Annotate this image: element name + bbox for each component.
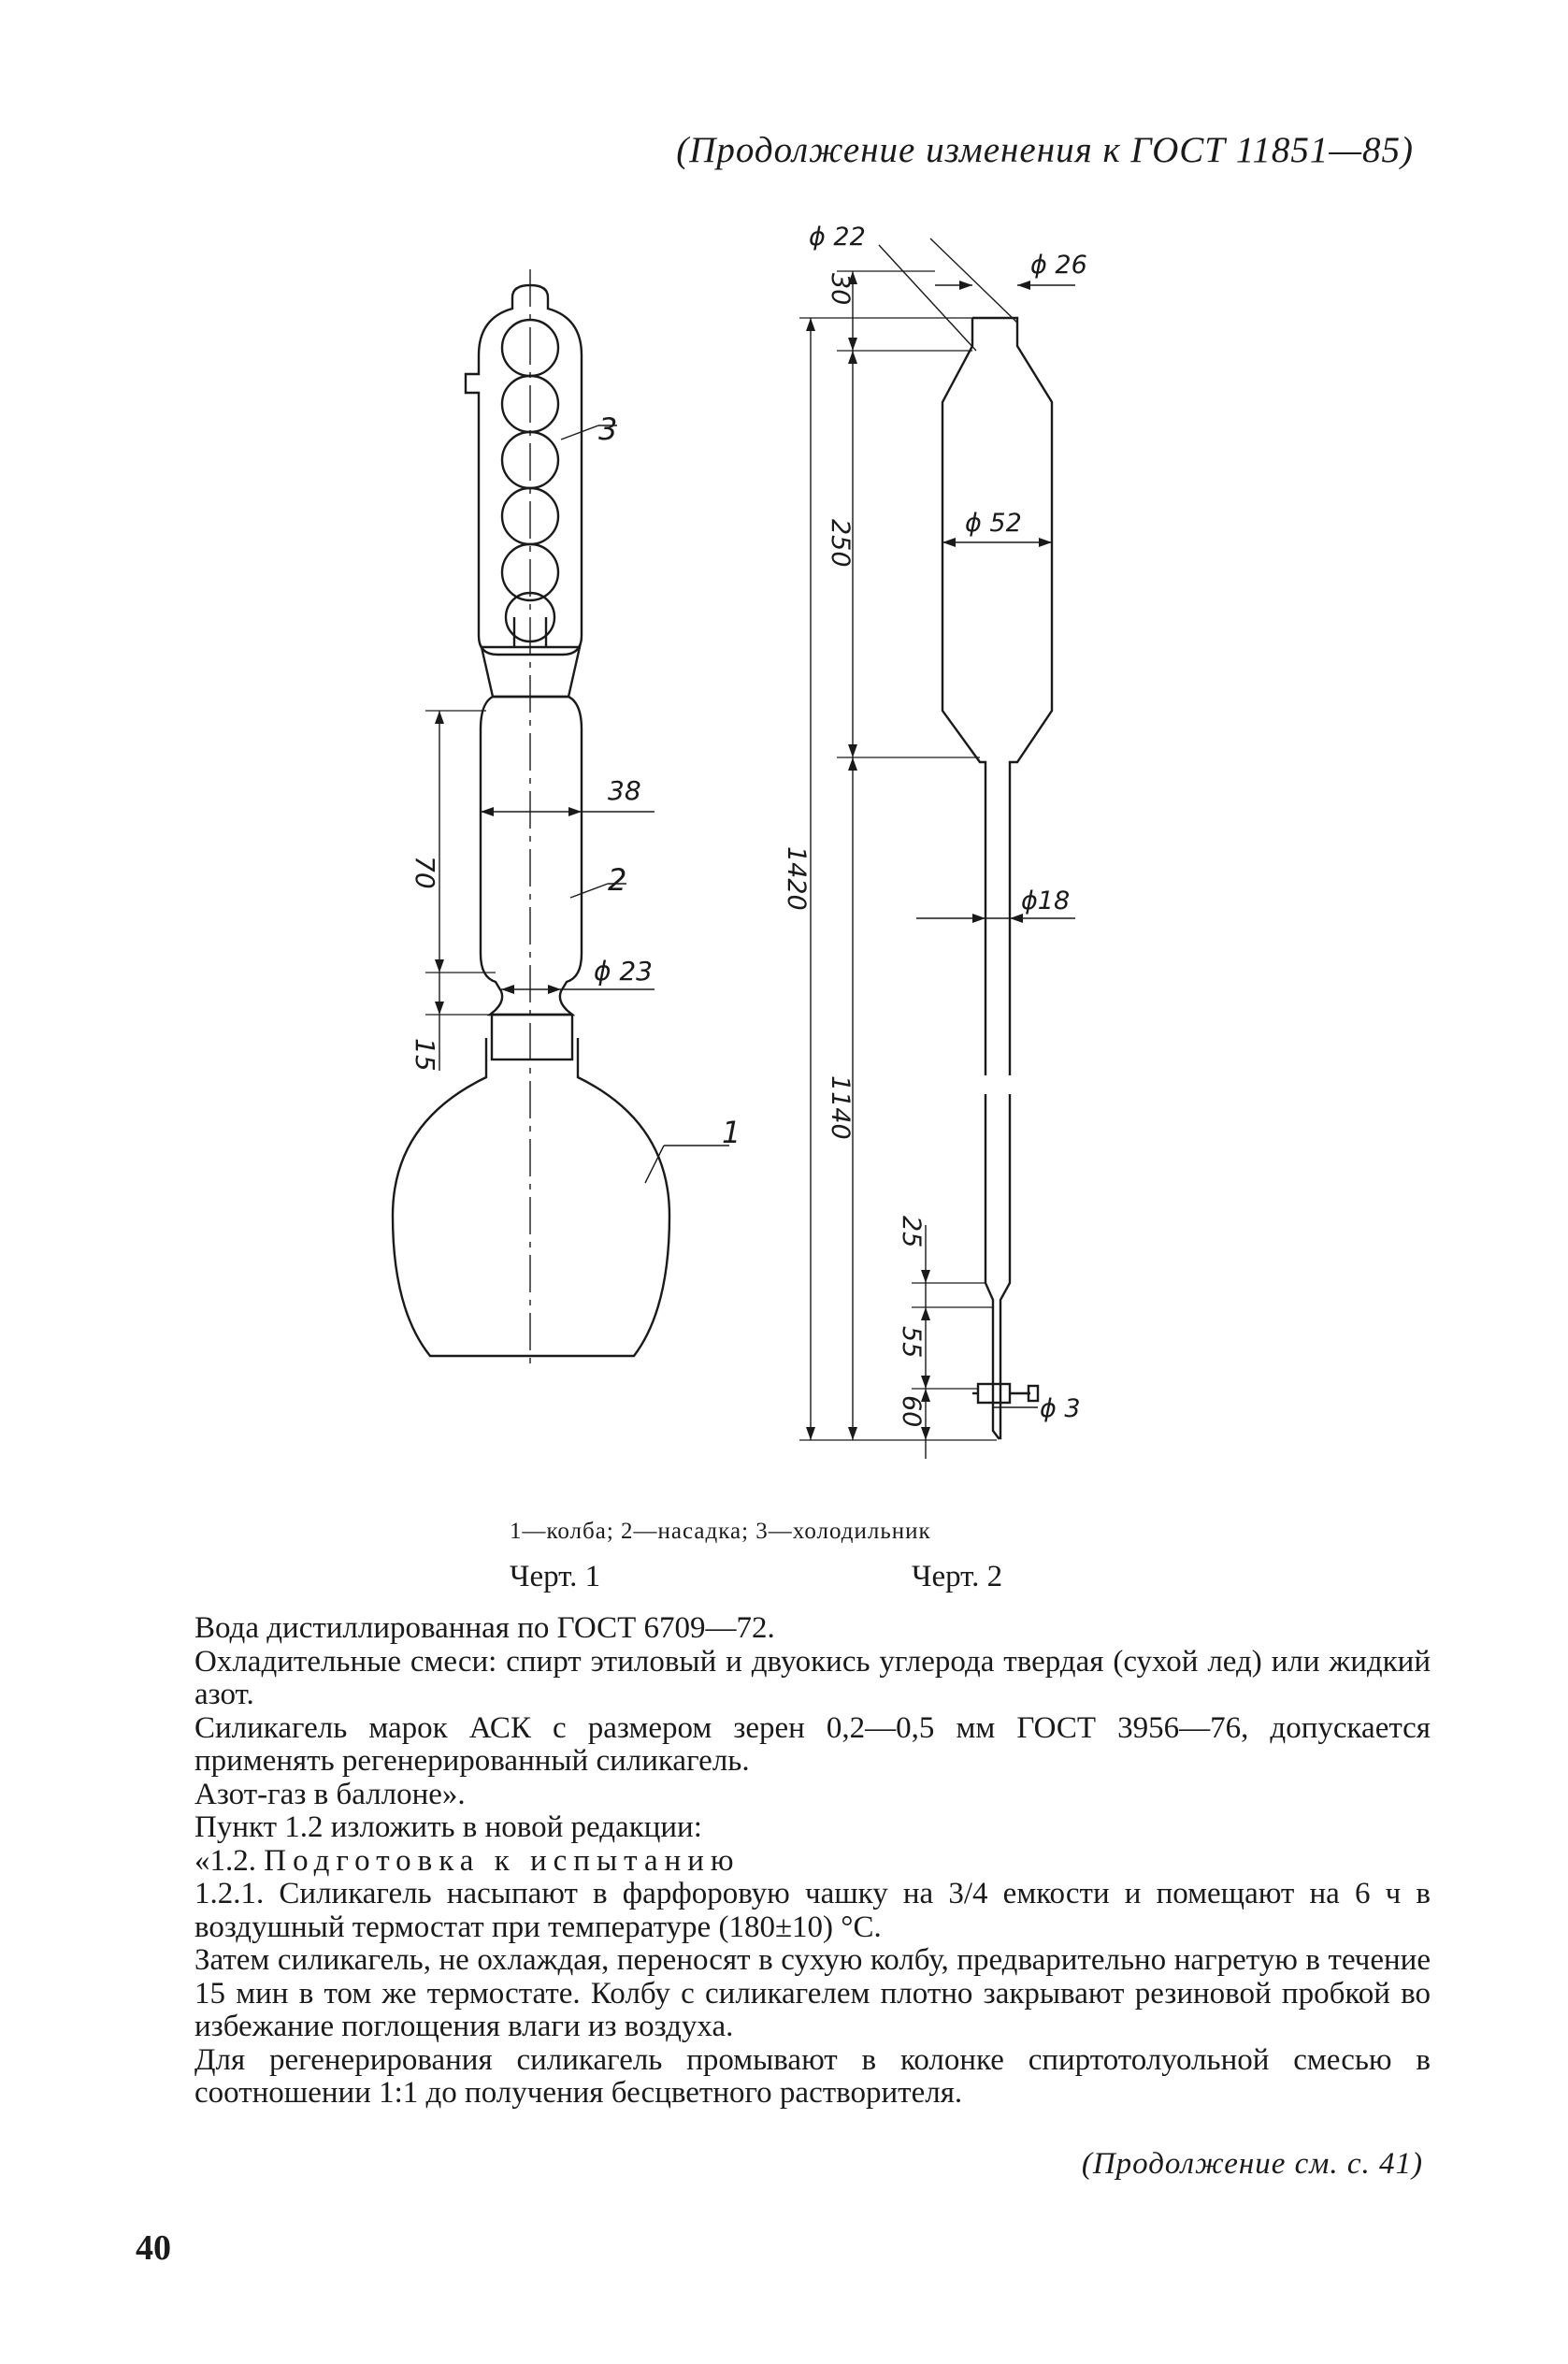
paragraph-3: Силикагель марок АСК с размером зерен 0,2—0,5 мм ГОСТ 3956—76, допускается применять регенерированный силикагель. [194, 1710, 1431, 1778]
fig2-dim-d26: ϕ 26 [1030, 251, 1087, 280]
figure-1-caption: Черт. 1 [510, 1560, 601, 1593]
fig1-dim-23: ϕ 23 [594, 956, 653, 987]
fig1-dim-38: 38 [608, 775, 641, 806]
fig1-dim-15: 15 [410, 1038, 440, 1072]
fig2-dim-250: 250 [826, 519, 855, 568]
paragraph-1: Вода дистиллированная по ГОСТ 6709—72. [194, 1611, 775, 1645]
fig2-dim-d52: ϕ 52 [965, 509, 1022, 538]
fig2-dim-d22: ϕ 22 [809, 223, 866, 252]
fig2-dim-25: 25 [897, 1216, 926, 1248]
body-text [194, 1612, 1431, 2111]
continuation-note: (Продолжение см. с. 41) [1081, 2147, 1423, 2181]
fig2-dim-1140: 1140 [826, 1075, 855, 1140]
paragraph-6: 1.2.1. Силикагель насыпают в фарфоровую чашку на 3/4 емкости и помещают на 6 ч в воздушный термостат при температуре (180±10) °С. [194, 1877, 1431, 1944]
fig2-dim-d18: ϕ18 [1021, 886, 1071, 915]
paragraph-5: Пункт 1.2 изложить в новой редакции: [194, 1810, 702, 1844]
fig2-dim-d3: ϕ 3 [1040, 1394, 1081, 1423]
paragraph-7: Затем силикагель, не охлаждая, переносят в сухую колбу, предварительно нагретую в течение 15 мин в том же термостате. Колбу с силикагелем плотно закрывают резиновой пробкой во избежание поглощения влаги из воздуха. [194, 1943, 1431, 2043]
fig1-label-1: 1 [722, 1115, 741, 1150]
section-title: Подготовка к испытанию [264, 1843, 741, 1878]
fig1-label-3: 3 [598, 411, 618, 447]
fig2-dim-30: 30 [826, 273, 855, 306]
page-number: 40 [136, 2228, 171, 2268]
paragraph-8: Для регенерирования силикагель промывают в колонке спиртотолуольной смесью в соотношении 1:1 до получения бесцветного растворителя. [194, 2042, 1431, 2110]
section-heading [194, 1845, 1431, 1879]
figure-2-caption: Черт. 2 [912, 1560, 1003, 1593]
page-header: (Продолжение изменения к ГОСТ 11851—85) [676, 130, 1414, 170]
fig2-dim-55: 55 [897, 1326, 926, 1359]
drawing-1-apparatus [393, 269, 729, 1370]
section-number: «1.2. [194, 1843, 256, 1878]
fig1-label-2: 2 [608, 862, 627, 898]
paragraph-4: Азот-газ в баллоне». [194, 1777, 466, 1811]
figure-legend: 1—колба; 2—насадка; 3—холодильник [510, 1519, 931, 1544]
fig2-dim-60: 60 [897, 1395, 926, 1428]
paragraph-2: Охладительные смеси: спирт этиловый и двуокись углерода твердая (сухой лед) или жидкий азот. [194, 1644, 1431, 1711]
fig1-dim-70: 70 [410, 856, 440, 889]
drawing-2-column [799, 238, 1075, 1459]
fig2-dim-1420: 1420 [782, 846, 811, 911]
